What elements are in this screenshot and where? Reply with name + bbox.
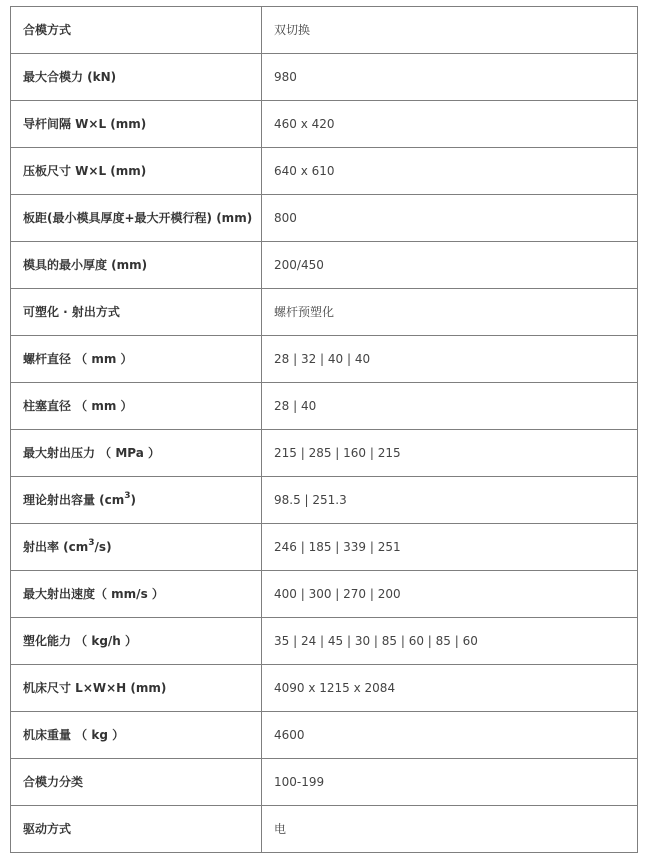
spec-label: 机床尺寸 L×W×H (mm) [11,665,262,712]
spec-label: 压板尺寸 W×L (mm) [11,148,262,195]
spec-label: 螺杆直径 （ mm ） [11,336,262,383]
table-row [11,571,638,618]
spec-label-text: 理论射出容量 (cm [23,493,125,507]
spec-label: 塑化能力 （ kg/h ） [11,618,262,665]
table-row [11,195,638,242]
superscript: 3 [124,491,131,501]
spec-label: 合模方式 [11,7,262,54]
spec-label-text: 射出率 (cm [23,540,89,554]
spec-value: 双切换 [262,7,638,54]
spec-value: 980 [262,54,638,101]
table-row [11,101,638,148]
spec-label-text: ) [130,493,137,507]
spec-label: 模具的最小厚度 (mm) [11,242,262,289]
table-row [11,7,638,54]
table-row [11,665,638,712]
spec-label: 可塑化 · 射出方式 [11,289,262,336]
spec-value: 4600 [262,712,638,759]
spec-label: 驱动方式 [11,806,262,853]
spec-value: 800 [262,195,638,242]
spec-label: 最大射出速度（ mm/s ） [11,571,262,618]
spec-value: 640 x 610 [262,148,638,195]
superscript: 3 [88,538,95,548]
spec-value: 4090 x 1215 x 2084 [262,665,638,712]
spec-label: 柱塞直径 （ mm ） [11,383,262,430]
spec-value: 电 [262,806,638,853]
table-row [11,430,638,477]
table-row [11,54,638,101]
spec-value: 460 x 420 [262,101,638,148]
spec-value: 246 | 185 | 339 | 251 [262,524,638,571]
spec-value: 200/450 [262,242,638,289]
spec-value: 28 | 32 | 40 | 40 [262,336,638,383]
table-row [11,383,638,430]
spec-label: 导杆间隔 W×L (mm) [11,101,262,148]
spec-label: 最大合模力 (kN) [11,54,262,101]
table-row [11,618,638,665]
spec-value: 100-199 [262,759,638,806]
table-row [11,289,638,336]
spec-value: 35 | 24 | 45 | 30 | 85 | 60 | 85 | 60 [262,618,638,665]
spec-label: 最大射出压力 （ MPa ） [11,430,262,477]
table-row [11,242,638,289]
spec-value: 400 | 300 | 270 | 200 [262,571,638,618]
spec-label [11,477,262,524]
table-row [11,148,638,195]
spec-table [10,6,638,853]
spec-value: 98.5 | 251.3 [262,477,638,524]
table-row [11,759,638,806]
spec-label: 合模力分类 [11,759,262,806]
spec-value: 215 | 285 | 160 | 215 [262,430,638,477]
spec-label-text: /s) [94,540,112,554]
table-row [11,524,638,571]
table-row [11,477,638,524]
table-row [11,336,638,383]
spec-label: 机床重量 （ kg ） [11,712,262,759]
spec-value: 28 | 40 [262,383,638,430]
table-row [11,712,638,759]
spec-value: 螺杆预塑化 [262,289,638,336]
spec-label: 板距(最小模具厚度+最大开模行程) (mm) [11,195,262,242]
table-row [11,806,638,853]
spec-label [11,524,262,571]
